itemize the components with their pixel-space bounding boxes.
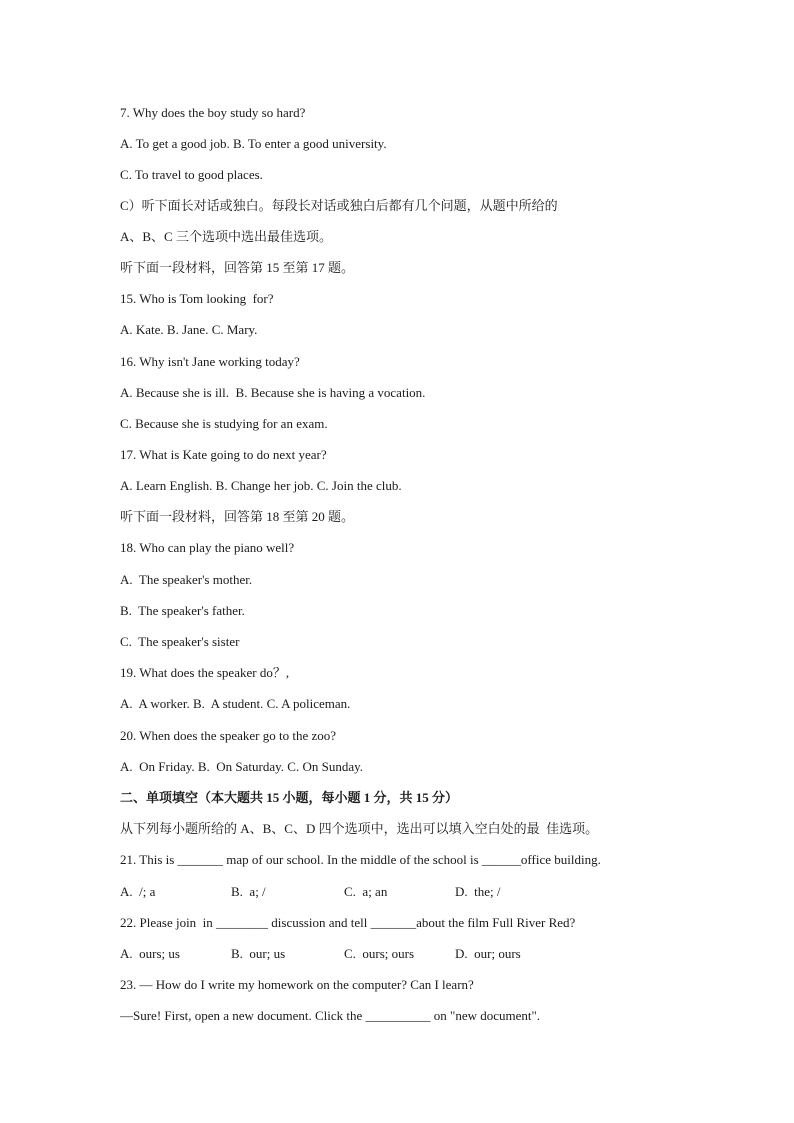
question-18-option-a: A. The speaker's mother. <box>120 572 253 587</box>
question-7-options-ab: A. To get a good job. B. To enter a good university. <box>120 136 387 151</box>
question-23-response: —Sure! First, open a new document. Click the __________ on "new document". <box>120 1008 541 1023</box>
material-intro-18-20: 听下面一段材料，回答第 18 至第 20 题。 <box>120 509 355 524</box>
question-16-options-ab: A. Because she is ill. B. Because she is having a vocation. <box>120 385 426 400</box>
question-19-options: A. A worker. B. A student. C. A policeman. <box>120 696 351 711</box>
question-21-option-a: A. /; a <box>120 884 156 899</box>
question-20-options: A. On Friday. B. On Saturday. C. On Sunday. <box>120 759 364 774</box>
question-16-option-c: C. Because she is studying for an exam. <box>120 416 328 431</box>
material-intro-15-17: 听下面一段材料，回答第 15 至第 17 题。 <box>120 260 355 275</box>
section-2-instruction: 从下列每小题所给的 A、B、C、D 四个选项中，选出可以填入空白处的最 佳选项。 <box>120 821 599 836</box>
question-20: 20. When does the speaker go to the zoo? <box>120 728 336 743</box>
question-15: 15. Who is Tom looking for? <box>120 291 274 306</box>
question-23: 23. — How do I write my homework on the computer? Can I learn? <box>120 977 474 992</box>
question-17-options: A. Learn English. B. Change her job. C. Join the club. <box>120 478 402 493</box>
question-17: 17. What is Kate going to do next year? <box>120 447 327 462</box>
question-18-option-b: B. The speaker's father. <box>120 603 245 618</box>
question-19: 19. What does the speaker do？, <box>120 665 290 680</box>
question-21-option-c: C. a; an <box>344 884 388 899</box>
question-21: 21. This is _______ map of our school. In the middle of the school is ______office building. <box>120 852 601 867</box>
section-c-instruction: C）听下面长对话或独白。每段长对话或独白后都有几个问题，从题中所给的 <box>120 198 558 213</box>
question-22-option-b: B. our; us <box>231 946 286 961</box>
question-18: 18. Who can play the piano well? <box>120 540 295 555</box>
question-21-option-d: D. the; / <box>455 884 501 899</box>
question-22-option-c: C. ours; ours <box>344 946 415 961</box>
question-22-option-a: A. ours; us <box>120 946 180 961</box>
question-22: 22. Please join in ________ discussion and tell _______about the film Full River Red? <box>120 915 576 930</box>
section-c-instruction-cont: A、B、C 三个选项中选出最佳选项。 <box>120 229 332 244</box>
question-21-option-b: B. a; / <box>231 884 266 899</box>
question-22-option-d: D. our; ours <box>455 946 521 961</box>
question-7: 7. Why does the boy study so hard? <box>120 105 306 120</box>
question-7-option-c: C. To travel to good places. <box>120 167 263 182</box>
question-15-options: A. Kate. B. Jane. C. Mary. <box>120 322 258 337</box>
question-18-option-c: C. The speaker's sister <box>120 634 240 649</box>
question-16: 16. Why isn't Jane working today? <box>120 354 300 369</box>
section-2-heading: 二、单项填空（本大题共 15 小题，每小题 1 分，共 15 分） <box>120 790 459 805</box>
